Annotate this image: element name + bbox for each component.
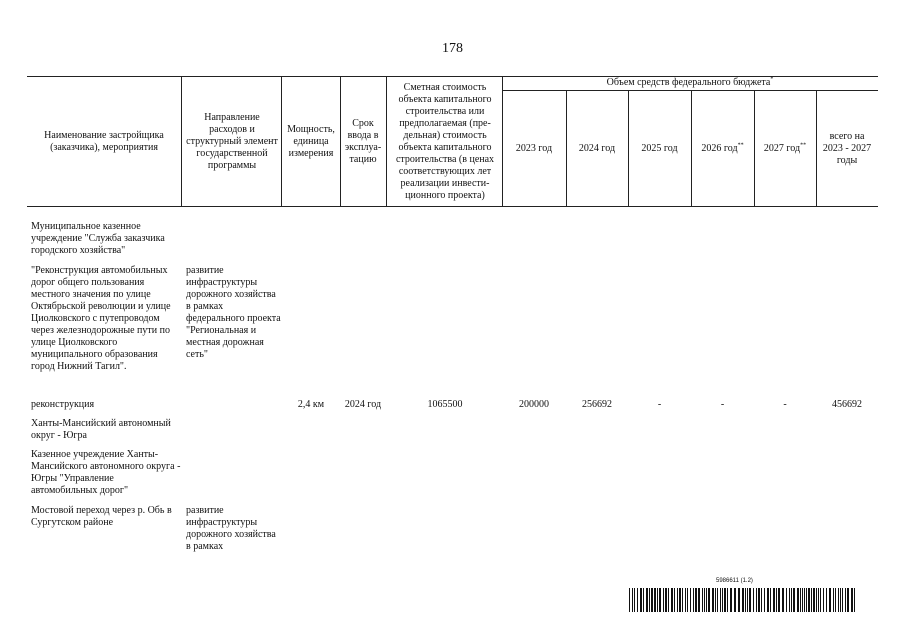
header-year-2023: 2023 год — [515, 142, 553, 154]
work-type: реконструкция — [31, 399, 95, 410]
barcode-icon — [629, 588, 857, 612]
header-federal-budget: Объем средств федерального бюджета* — [606, 76, 774, 88]
header-year-2026: 2026 год** — [701, 142, 744, 154]
value-2027: - — [783, 399, 787, 410]
header-cost: Сметная стоимость объекта капитального строительства или предполагаемая (пре-дельная) стоимость объекта капитального строительства (в ценах соответствующих лет реализации инвести-ционного проекта) — [395, 81, 495, 201]
term-value: 2024 год — [344, 399, 382, 410]
header-capacity: Мощность, единица измерения — [287, 123, 335, 159]
header-term: Срок ввода в эксплуа-тацию — [344, 117, 382, 165]
header-year-2024: 2024 год — [578, 142, 616, 154]
org-name-1: Муниципальное казенное учреждение "Служба заказчика городского хозяйства" — [31, 221, 165, 256]
project-direction-1: развитие инфраструктуры дорожного хозяйства в рамках федерального проекта "Региональная и местная дорожная сеть" — [186, 265, 281, 360]
value-2025: - — [657, 399, 662, 410]
project-name-1: "Реконструкция автомобильных дорог общего пользования местного значения по улице Октябрьской революции и улице Циолковского с путепроводом через железнодорожные пути по улице Циолковского муниципального образования город Нижний Тагил". — [31, 265, 171, 372]
header-year-2027: 2027 год** — [763, 142, 807, 154]
cost-value: 1065500 — [427, 399, 463, 410]
region-name-2: Ханты-Мансийский автономный округ - Югра — [31, 418, 171, 441]
header-direction: Направление расходов и структурный элемент государственной программы — [186, 111, 278, 171]
project-name-2: Мостовой переход через р. Обь в Сургутском районе — [31, 505, 172, 528]
org-name-2: Казенное учреждение Ханты-Мансийского автономного округа - Югры "Управление автомобильных дорог" — [31, 449, 181, 496]
capacity-value: 2,4 км — [297, 399, 325, 410]
value-2026: - — [720, 399, 725, 410]
header-name: Наименование застройщика (заказчика), мероприятия — [44, 129, 164, 153]
page-number: 178 — [442, 41, 463, 56]
project-direction-2: развитие инфраструктуры дорожного хозяйства в рамках — [186, 505, 276, 552]
header-total: всего на 2023 - 2027 годы — [822, 130, 872, 166]
header-year-2025: 2025 год — [641, 142, 678, 154]
value-total: 456692 — [832, 399, 862, 410]
value-2024: 256692 — [582, 399, 612, 410]
value-2023: 200000 — [519, 399, 549, 410]
barcode-label: 5986611 (1.2) — [716, 578, 753, 584]
